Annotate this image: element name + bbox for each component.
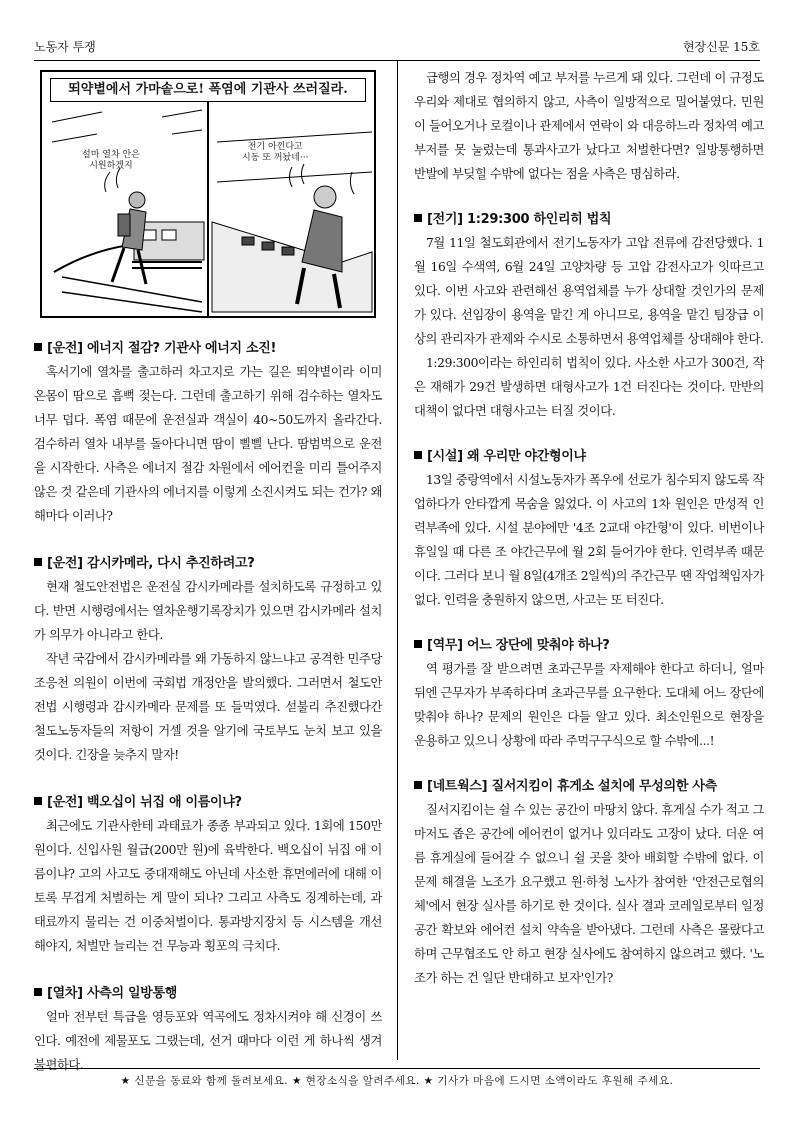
article-paragraph: 작년 국감에서 감시카메라를 왜 가동하지 않느냐고 공격한 민주당 조응천 의원이 이번에 국회법 개정안을 발의했다. 그러면서 철도안전법 시행령과 감시카메라 문제를 또 들먹였다. 섣불리 추진했다간 철도노동자들의 저항이 거셀 것을 알기에 국토부도 눈치 보고 있을 것이다. 긴장을 늦추지 말자! (34, 652, 382, 762)
article-station (414, 634, 764, 753)
article-facility (414, 445, 764, 612)
bullet-square-icon (34, 343, 42, 351)
article-fine (34, 791, 382, 958)
article-title: [역무] 어느 장단에 맞춰야 하나? (414, 634, 764, 653)
page-header (34, 38, 760, 60)
bullet-square-icon (414, 640, 422, 648)
publication-name: 노동자 투쟁 (34, 40, 96, 54)
cartoon-caption: 뙤약볕에서 가마솥으로! 폭염에 기관사 쓰러질라. (50, 78, 366, 102)
bullet-square-icon (414, 451, 422, 459)
article-paragraph: 1:29:300이라는 하인리히 법칙이 있다. 사소한 사고가 300건, 작은 재해가 29건 발생하면 대형사고가 1건 터진다는 것이다. 만반의 대책이 없다면 대형사고는 터질 것이다. (414, 356, 764, 418)
cartoon-bubble-left: 설마 열차 안은 시원하겠지 (82, 150, 140, 171)
article-camera (34, 552, 382, 767)
bullet-square-icon (414, 214, 422, 222)
article-paragraph: 얼마 전부턴 특급을 영등포와 역곡에도 정차시켜야 해 신경이 쓰인다. 예전에 제물포도 그랬는데, 선거 때마다 이런 게 하나씩 생겨 불편하다. (34, 1010, 382, 1072)
article-title: [운전] 백오십이 뉘집 애 이름이냐? (34, 791, 382, 810)
bullet-square-icon (414, 781, 422, 789)
article-oneway-cont (414, 66, 764, 186)
page-footer (34, 1068, 760, 1088)
article-paragraph: 최근에도 기관사한테 과태료가 종종 부과되고 있다. 1회에 150만 원이다. 신입사원 월급(200만 원)에 육박한다. 백오십이 뉘집 애 이름이냐? 고의 사고도 중대재해도 아닌데 사소한 휴먼에러에 대해 이토록 무겁게 처벌하는 게 말이 되나? 그리고 사측도 징계하는데, 과태료까지 물리는 건 이중처벌이다. 통과방지장치 등 시스템을 개선해야지, 처벌만 늘리는 건 무능과 횡포의 극치다. (34, 819, 382, 953)
cartoon-illustration (40, 70, 376, 318)
issue-number: 현장신문 15호 (682, 40, 760, 54)
footer-rule (34, 1068, 760, 1069)
article-paragraph: 역 평가를 잘 받으려면 초과근무를 자제해야 한다고 하더니, 얼마 뒤엔 근무자가 부족하다며 초과근무를 요구한다. 도대체 어느 장단에 맞춰야 하나? 문제의 원인은 다들 알고 있다. 최소인원으로 현장을 운용하고 있으니 상황에 따라 주먹구구식으로 할 수밖에...! (414, 662, 764, 748)
article-paragraph: 급행의 경우 정차역 예고 부저를 누르게 돼 있다. 그런데 이 규정도 우리와 제대로 협의하지 않고, 사측이 일방적으로 밀어붙였다. 민원이 들어오거나 로컬이나 관제에서 연락이 와 대응하느라 정차역 예고 부저를 못 눌렀는데 통과사고가 났다고 처벌한다면? 일방통행하면 반발에 부딪힐 수밖에 없다는 점을 사측은 명심하라. (414, 71, 764, 181)
column-divider (397, 60, 398, 1060)
article-oneway (34, 982, 382, 1077)
left-column (34, 337, 382, 1077)
bullet-square-icon (34, 797, 42, 805)
bullet-square-icon (34, 558, 42, 566)
article-title: [운전] 감시카메라, 다시 추진하려고? (34, 552, 382, 571)
article-title: [전기] 1:29:300 하인리히 법칙 (414, 208, 764, 227)
article-paragraph: 현재 철도안전법은 운전실 감시카메라를 설치하도록 규정하고 있다. 반면 시행령에서는 열차운행기록장치가 있으면 감시카메라 설치가 의무가 아니라고 한다. (34, 580, 382, 642)
article-paragraph: 질서지킴이는 쉴 수 있는 공간이 마땅치 않다. 휴게실 수가 적고 그마저도 좁은 공간에 에어컨이 없거나 있더라도 고장이 났다. 더운 여름 휴게실에 들어갈 수 없으니 쉴 곳을 찾아 배회할 수밖에 없다. 이 문제 해결을 노조가 요구했고 원·하청 노사가 참여한 '안전근로협의체'에서 현장 실사를 하기로 한 것이다. 실사 결과 코레일로부터 일정 공간 확보와 에어컨 설치 약속을 받아냈다. 그런데 사측은 몰랐다고 하며 근무협조도 안 하고 현장 실사에도 참여하지 않으려고 했다. '노조가 하는 건 일단 반대하고 보자'인가? (414, 803, 764, 985)
footer-text: ★ 신문을 동료와 함께 돌려보세요. ★ 현장소식을 알려주세요. ★ 기사가 마음에 드시면 소액이라도 후원해 주세요. (120, 1075, 674, 1087)
article-title: [네트웍스] 질서지킴이 휴게소 설치에 무성의한 사측 (414, 775, 764, 794)
cartoon-drawing (42, 72, 376, 318)
article-paragraph: 7월 11일 철도회관에서 전기노동자가 고압 전류에 감전당했다. 1월 16일 수색역, 6월 24일 고양차량 등 고압 감전사고가 잇따르고 있다. 이번 사고와 관련해선 용역업체를 누가 상대할 것인가의 문제가 있다. 선임장이 용역을 맡긴 게 아니므로, 용역을 맡긴 팀장급 이상의 관리자가 관제와 수시로 소통하면서 용역업체를 상대해야 한다. (414, 236, 764, 346)
right-column (414, 66, 764, 990)
article-title: [시설] 왜 우리만 야간형이냐 (414, 445, 764, 464)
article-paragraph: 13일 중랑역에서 시설노동자가 폭우에 선로가 침수되지 않도록 작업하다가 안타깝게 목숨을 잃었다. 이 사고의 1차 원인은 만성적 인력부족에 있다. 시설 분야에만 '4조 2교대 야간형'이 있다. 비번이나 휴일일 때 다른 조 야간근무에 월 2회 들어가야 한다. 인력부족 때문이다. 그러다 보니 월 8일(4개조 2일씩)의 주간근무 땐 작업책임자가 없다. 인력을 충원하지 않으면, 사고는 또 터진다. (414, 473, 764, 607)
cartoon-bubble-right: 전기 아낀다고 시동 또 꺼놨네··· (242, 142, 309, 163)
article-heinrich (414, 208, 764, 423)
article-title: [운전] 에너지 절감? 기관사 에너지 소진! (34, 337, 382, 356)
article-paragraph: 혹서기에 열차를 출고하러 차고지로 가는 길은 뙤약볕이라 이미 온몸이 땀으로 흠뻑 젖는다. 그런데 출고하기 위해 검수하는 열차도 너무 덥다. 폭염 때문에 운전실과 객실이 40~50도까지 올라간다. 검수하러 열차 내부를 돌아다니면 땀이 삘삘 난다. 땀범벅으로 운전을 시작한다. 사측은 에너지 절감 차원에서 에어컨을 미리 틀어주지 않은 것 같은데 기관사의 에너지를 이렇게 소진시켜도 되는 건가? 왜 해마다 이러나? (34, 365, 382, 523)
article-title: [열차] 사측의 일방통행 (34, 982, 382, 1001)
article-networks (414, 775, 764, 990)
article-energy (34, 337, 382, 528)
bullet-square-icon (34, 988, 42, 996)
